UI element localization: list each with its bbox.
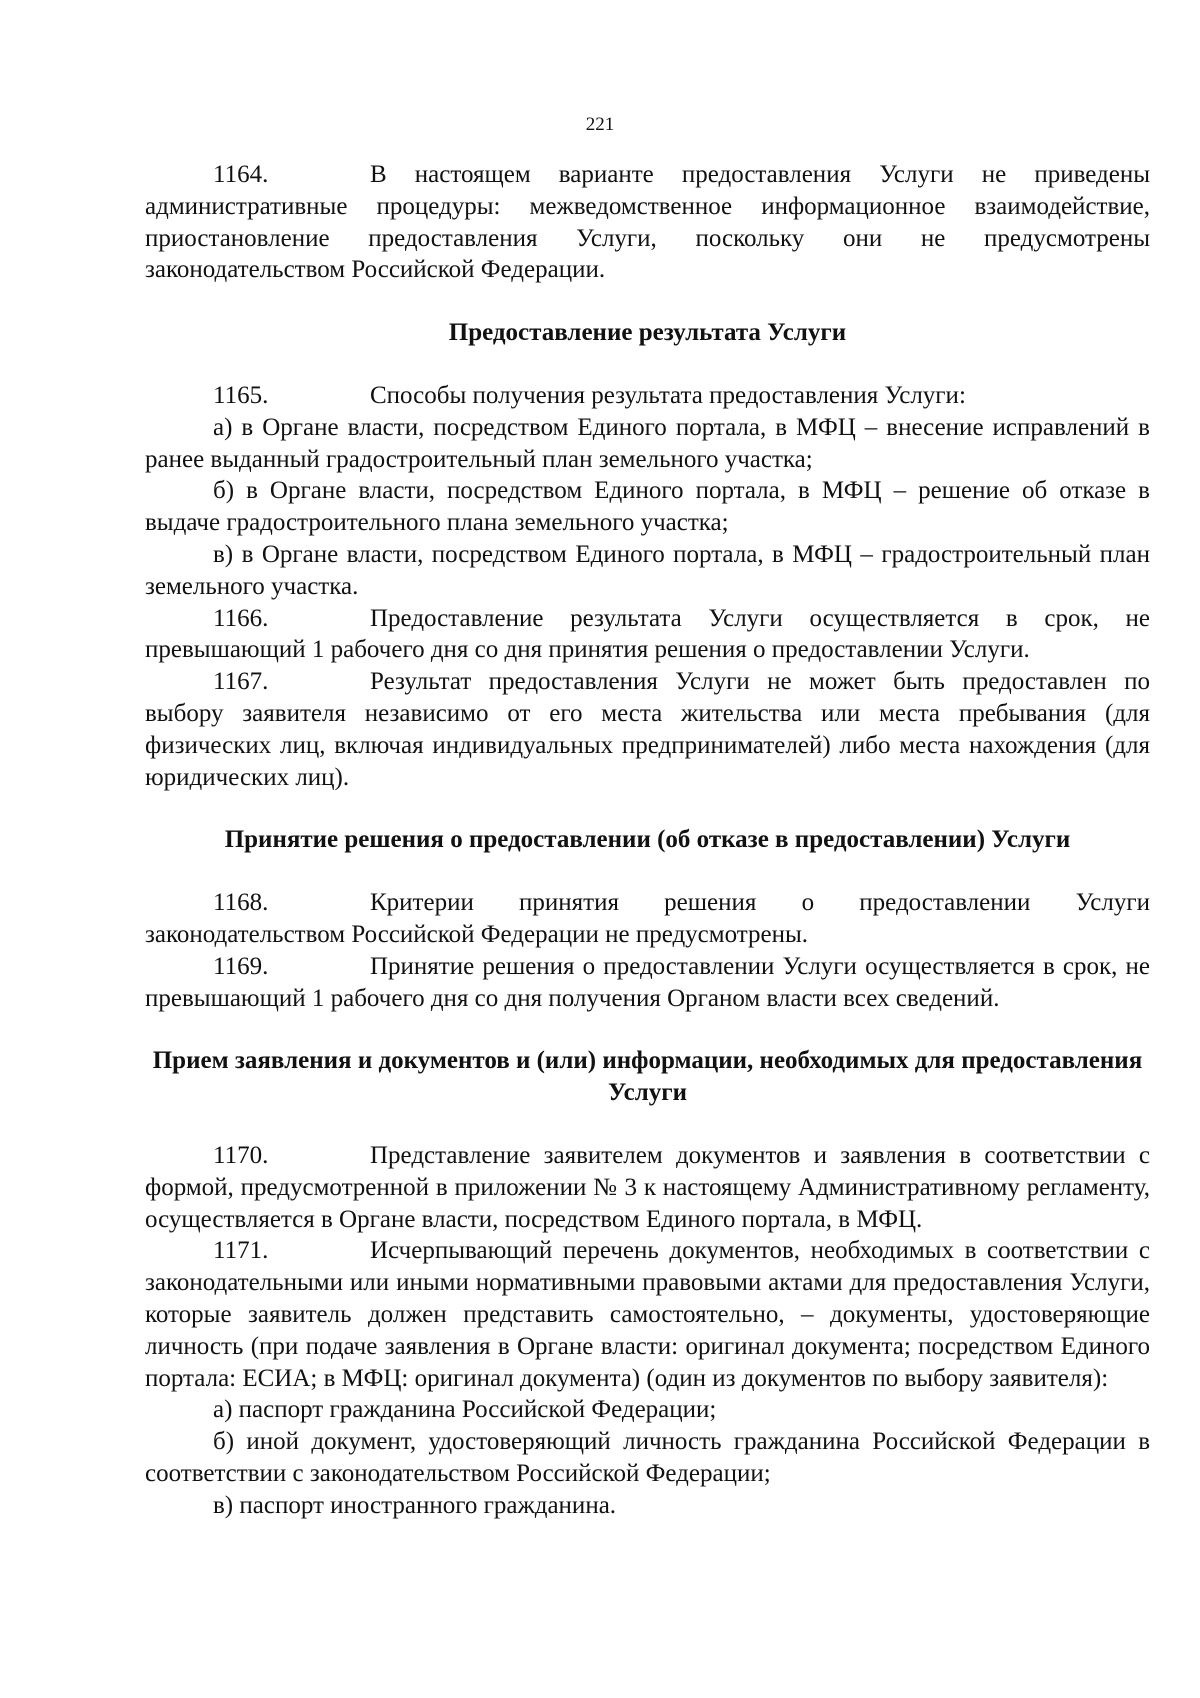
list-item-b: б) иной документ, удостоверяющий личность гражданина Российской Федерации в соответствии с законодательством Российской Федерации; [145, 1428, 1150, 1487]
paragraph-text: Предоставление результата Услуги осуществляется в срок, не превышающий 1 рабочего дня со дня принятия решения о предоставлении Услуги. [145, 604, 1150, 664]
paragraph-number: 1168. [213, 889, 269, 917]
paragraph-number: 1166. [213, 604, 269, 632]
paragraph-number: 1169. [213, 952, 269, 980]
paragraph-text: Исчерпывающий перечень документов, необходимых в соответствии с законодательными или иными нормативными правовыми актами для предоставления Услуги, которые заявитель должен представить самостоятельно, – документы, удостоверяющие личность (при подаче заявления в Органе власти: оригинал документа; посредством Единого портала: ЕСИА; в МФЦ: оригинал документа) (один из документов по выбору заявителя): [145, 1237, 1150, 1392]
section-heading-result: Предоставление результата Услуги [448, 319, 847, 347]
section-heading-reception: Прием заявления и документов и (или) информации, необходимых для предоставления Услуги [152, 1047, 1143, 1107]
paragraph-number: 1165. [213, 381, 269, 409]
paragraph-number: 1164. [213, 161, 269, 188]
paragraph-text: В настоящем варианте предоставления Услуги не приведены административные процедуры: межведомственное информационное взаимодействие, приостановление предоставления Услуги, поскольку они не предусмотрены законодательством Российской Федерации. [145, 161, 1150, 284]
paragraph-1169 [145, 951, 1150, 1015]
paragraph-1167 [145, 666, 1150, 793]
paragraph-1164 [145, 159, 1150, 286]
paragraph-text: Результат предоставления Услуги не может быть предоставлен по выбору заявителя независимо от его места жительства или места пребывания (для физических лиц, включая индивидуальных предпринимателей) либо места нахождения (для юридических лиц). [145, 668, 1150, 791]
paragraph-1171 [145, 1235, 1150, 1394]
page-number: 221 [585, 114, 615, 135]
paragraph-text: Критерии принятия решения о предоставлении Услуги законодательством Российской Федерации не предусмотрены. [145, 889, 1150, 948]
paragraph-1168 [145, 887, 1150, 951]
list-item-a: а) в Органе власти, посредством Единого портала, в МФЦ – внесение исправлений в ранее выданный градостроительный план земельного участка; [145, 413, 1150, 473]
list-item-v: в) паспорт иностранного гражданина. [213, 1491, 617, 1519]
paragraph-number: 1167. [213, 668, 269, 696]
paragraph-number: 1170. [213, 1141, 269, 1169]
section-heading-decision: Принятие решения о предоставлении (об отказе в предоставлении) Услуги [224, 826, 1071, 854]
list-item-b: б) в Органе власти, посредством Единого портала, в МФЦ – решение об отказе в выдаче градостроительного плана земельного участка; [145, 477, 1150, 537]
list-item-v: в) в Органе власти, посредством Единого портала, в МФЦ – градостроительный план земельного участка. [145, 540, 1150, 600]
paragraph-1170 [145, 1140, 1150, 1235]
paragraph-text: Принятие решения о предоставлении Услуги осуществляется в срок, не превышающий 1 рабочего дня со дня получения Органом власти всех сведений. [145, 952, 1150, 1012]
paragraph-text: Способы получения результата предоставления Услуги: [370, 381, 966, 409]
paragraph-1166 [145, 603, 1150, 667]
paragraph-text: Представление заявителем документов и заявления в соответствии с формой, предусмотренной в приложении № 3 к настоящему Административному регламенту, осуществляется в Органе власти, посредством Единого портала, в МФЦ. [145, 1141, 1150, 1233]
document-body [145, 159, 1150, 1521]
paragraph-number: 1171. [213, 1237, 269, 1265]
paragraph-1165 [145, 380, 1150, 412]
list-item-a: а) паспорт гражданина Российской Федерации; [213, 1396, 717, 1424]
